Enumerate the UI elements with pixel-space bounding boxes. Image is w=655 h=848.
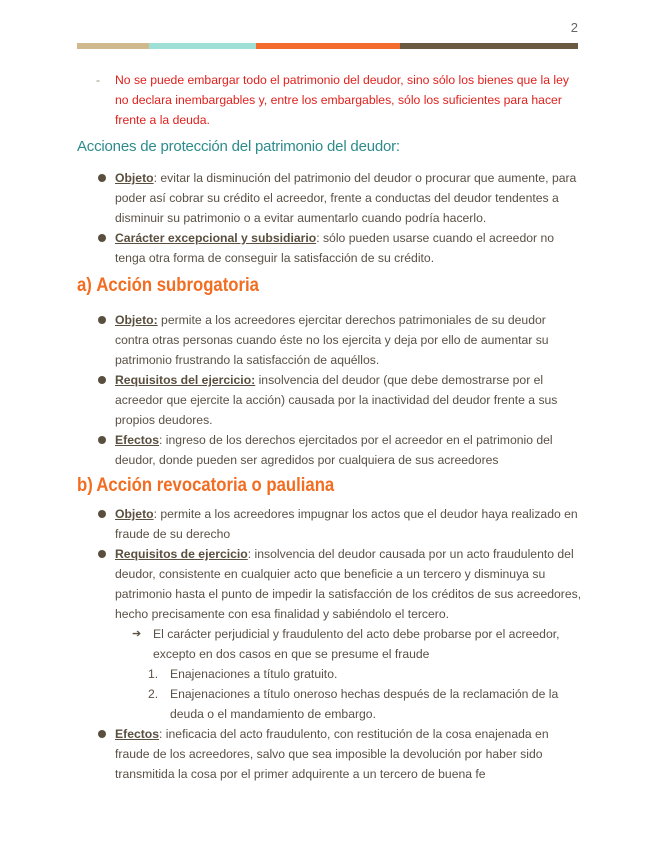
page-number: 2 [570, 20, 578, 35]
intro-text: No se puede embargar todo el patrimonio del deudor, sino sólo los bienes que la ley no declara inembargables y, entre los embargables, sólo los suficientes para hacer frente a la deuda. [115, 73, 569, 127]
arrow-subitem [115, 624, 582, 664]
header-bar-segment [400, 43, 578, 49]
header-color-bar [77, 43, 578, 49]
item-text: : ineficacia del acto fraudulento, con restitución de la cosa enajenada en fraude de los acreedores, salvo que sea imposible la devolución por haber sido transmitida la cosa por el primer adquirente a un tercero de buena fe [115, 727, 549, 781]
header-bar-segment [77, 43, 149, 49]
item-text: : insolvencia del deudor causada por un acto fraudulento del deudor, consistente en cualquier acto que beneficie a un tercero y disminuya su patrimonio hasta el punto de impedir la satisfacción de los créditos de sus acreedores, hecho precisamente con esa finalidad y sabiéndolo el tercero. [115, 547, 582, 621]
list-item [77, 310, 582, 370]
numbered-list [115, 664, 582, 724]
item-number: 2. [148, 687, 159, 701]
arrow-text: El carácter perjudicial y fraudulento del acto debe probarse por el acreedor, excepto en dos casos en que se presume el fraude [153, 627, 560, 661]
term-label: Objeto: [115, 313, 158, 327]
heading-accion-revocatoria [77, 474, 521, 498]
item-text: Enajenaciones a título oneroso hechas después de la reclamación de la deuda o el mandamiento de embargo. [170, 687, 559, 721]
term-label: Requisitos de ejercicio [115, 547, 248, 561]
list-item [77, 228, 582, 268]
revocatoria-list [77, 504, 582, 784]
list-item [77, 430, 582, 470]
section-title: Acciones de protección del patrimonio del deudor: [77, 138, 400, 155]
header-bar-segment [149, 43, 256, 49]
heading-text: Acción revocatoria o pauliana [96, 475, 335, 496]
term-label: Requisitos del ejercicio: [115, 373, 256, 387]
list-item [77, 168, 582, 228]
heading-accion-subrogatoria [77, 274, 521, 298]
item-text: permite a los acreedores ejercitar derechos patrimoniales de su deudor contra otras personas cuando éste no los ejercita y deja por ello de aumentar su patrimonio frustrando la satisfacción de aquéllos. [115, 313, 549, 367]
term-label: Objeto [115, 507, 154, 521]
heading-text: Acción subrogatoria [96, 275, 259, 296]
heading-label: b) [77, 475, 93, 496]
subrogatoria-list [77, 310, 582, 470]
term-label: Efectos [115, 727, 160, 741]
arrow-right-icon: ➔ [132, 628, 142, 640]
heading-label: a) [77, 275, 92, 296]
numbered-item [148, 664, 582, 684]
header-bar-segment [256, 43, 400, 49]
list-item [77, 544, 582, 724]
numbered-item [148, 684, 582, 724]
list-item [77, 724, 582, 784]
term-label: Efectos [115, 433, 160, 447]
list-item [77, 504, 582, 544]
item-text: : sólo pueden usarse cuando el acreedor no tenga otra forma de conseguir la satisfacción de su crédito. [115, 231, 555, 265]
item-text: insolvencia del deudor (que debe demostrarse por el acreedor que ejercite la acción) causada por la inactividad del deudor frente a sus propios deudores. [115, 373, 558, 427]
dash-bullet: - [96, 73, 101, 87]
general-list [77, 168, 582, 268]
item-text: : permite a los acreedores impugnar los actos que el deudor haya realizado en fraude de su derecho [115, 507, 578, 541]
intro-note [77, 70, 582, 130]
item-number: 1. [148, 667, 159, 681]
item-text: : ingreso de los derechos ejercitados por el acreedor en el patrimonio del deudor, donde pueden ser agredidos por cualquiera de sus acreedores [115, 433, 553, 467]
item-text: Enajenaciones a título gratuito. [170, 667, 338, 681]
term-label: Objeto [115, 171, 154, 185]
item-text: : evitar la disminución del patrimonio del deudor o procurar que aumente, para poder así cobrar su crédito el acreedor, frente a conductas del deudor tendentes a disminuir su patrimonio o a evitar aumentarlo cuando podría hacerlo. [115, 171, 577, 225]
term-label: Carácter excepcional y subsidiario [115, 231, 317, 245]
list-item [77, 370, 582, 430]
document-body [77, 70, 582, 784]
